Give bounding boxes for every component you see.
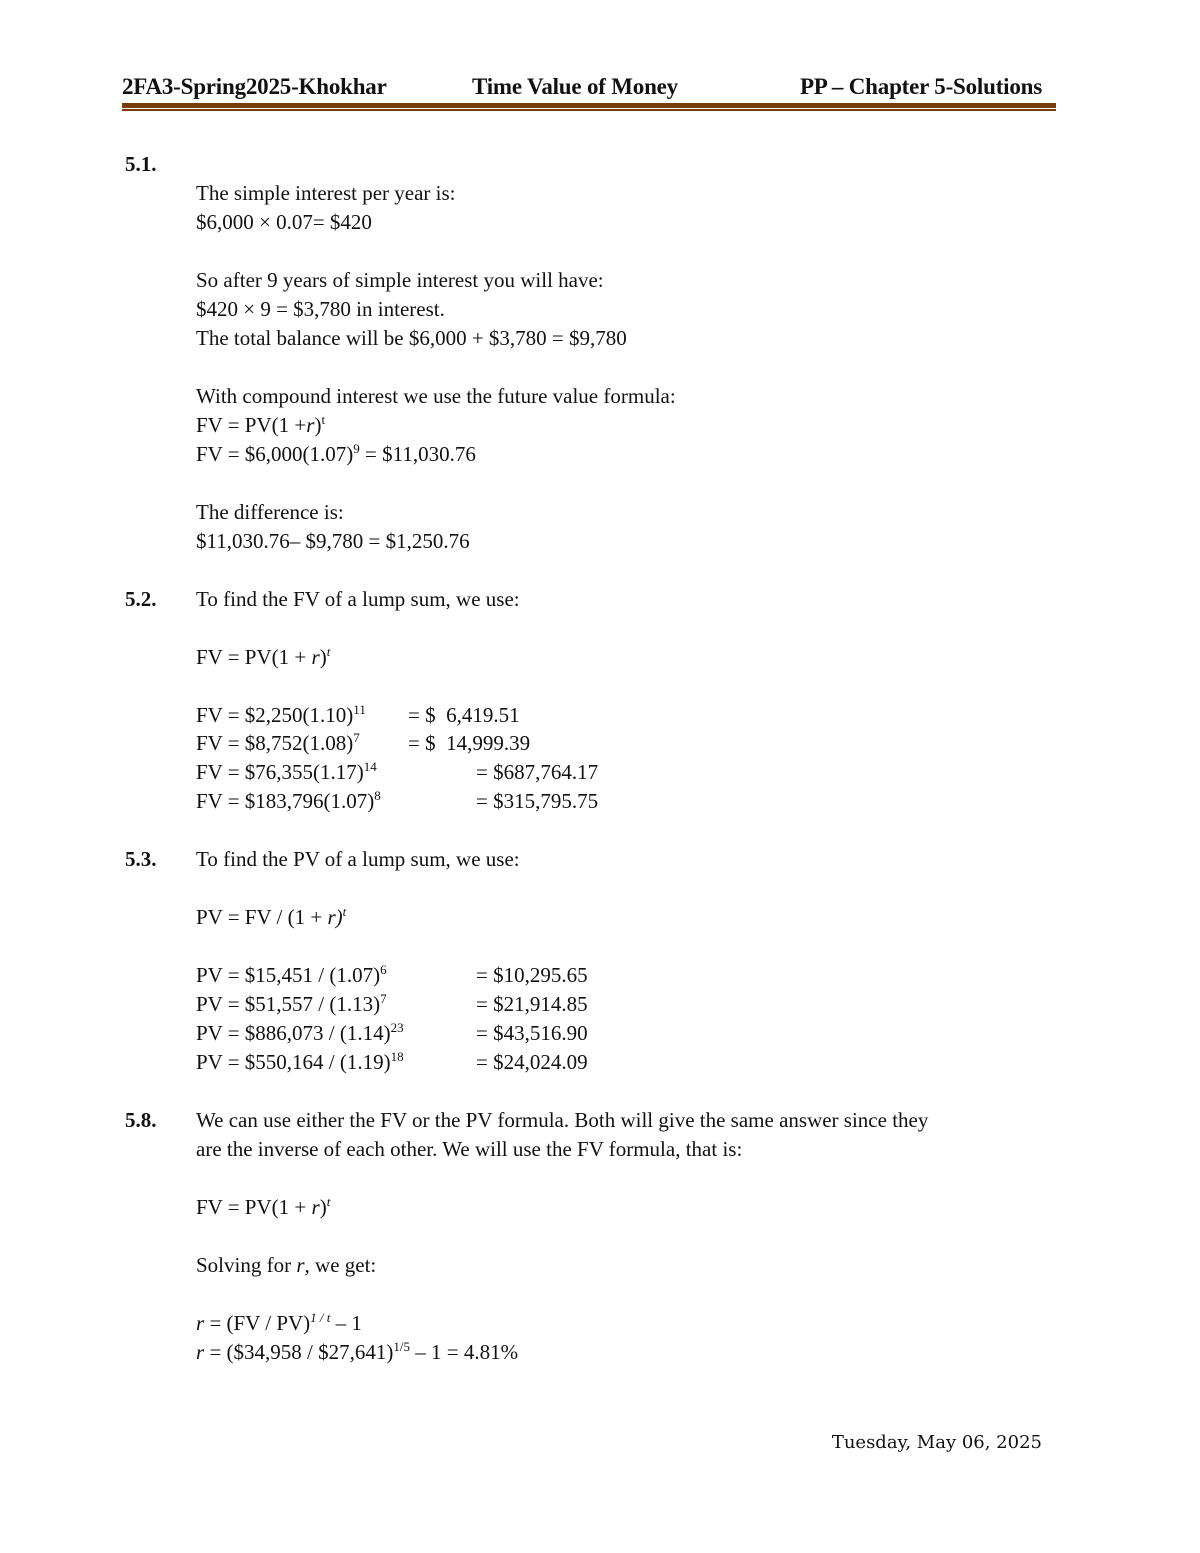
page-header — [122, 68, 1056, 104]
formula-part: FV = PV(1 + — [196, 1195, 312, 1219]
course-code: 2FA3-Spring2025-Khokhar — [122, 74, 387, 99]
variable-r: r — [196, 1340, 205, 1364]
formula-part: – 1 = 4.81% — [409, 1340, 519, 1364]
text-line — [196, 1253, 376, 1277]
formula-part: FV = PV(1 + — [196, 413, 307, 437]
result-value: = $ 6,419.51 — [408, 703, 520, 727]
text-line: $6,000 × 0.07= $420 — [196, 210, 372, 234]
formula-part: Solving for — [196, 1253, 297, 1277]
exponent: 1 / t — [310, 1310, 331, 1325]
text-line: To find the FV of a lump sum, we use: — [196, 587, 520, 611]
formula-part: FV = $183,796(1.07) — [196, 789, 375, 813]
pv-row — [196, 962, 588, 987]
footer-date: Tuesday, May 06, 2025 — [831, 1432, 1042, 1453]
problem-number-5-1: 5.1. — [125, 152, 157, 176]
problem-number-5-3: 5.3. — [125, 847, 157, 871]
rate-calculation — [196, 1340, 518, 1364]
formula-part: ) — [319, 1195, 327, 1219]
text-line: The simple interest per year is: — [196, 181, 456, 205]
text-line: $420 × 9 = $3,780 in interest. — [196, 297, 445, 321]
fv-row — [196, 788, 599, 813]
problem-number-5-2: 5.2. — [125, 587, 157, 611]
exponent: 11 — [353, 702, 366, 717]
text-line: We can use either the FV or the PV formula. Both will give the same answer since they — [196, 1108, 929, 1132]
text-line: The total balance will be $6,000 + $3,780 = $9,780 — [196, 326, 627, 350]
document-topic: Time Value of Money — [472, 74, 678, 99]
variable-r: r — [311, 1195, 320, 1219]
formula-part: ) — [314, 413, 322, 437]
formula-part: PV = $886,073 / (1.14) — [196, 1021, 391, 1045]
text-line: So after 9 years of simple interest you will have: — [196, 268, 604, 292]
document-chapter: PP – Chapter 5-Solutions — [799, 74, 1042, 99]
formula-part: = ($34,958 / $27,641) — [204, 1340, 394, 1364]
exponent: 7 — [353, 730, 360, 745]
exponent: 18 — [390, 1049, 404, 1064]
formula-part: = $11,030.76 — [359, 442, 476, 466]
result-value: = $43,516.90 — [476, 1021, 588, 1045]
exponent: 1/5 — [393, 1339, 410, 1354]
result-value: = $24,024.09 — [476, 1050, 588, 1074]
result-value: = $21,914.85 — [476, 992, 588, 1016]
exponent: t — [326, 644, 331, 659]
exponent: t — [342, 904, 347, 919]
text-line: are the inverse of each other. We will use the FV formula, that is: — [196, 1137, 743, 1161]
variable-r: r — [311, 645, 320, 669]
result-value: = $ 14,999.39 — [408, 731, 531, 755]
pv-row — [196, 1049, 588, 1074]
result-value: = $10,295.65 — [476, 963, 588, 987]
text-line: The difference is: — [196, 500, 344, 524]
exponent: 6 — [380, 962, 387, 977]
exponent: 9 — [353, 441, 360, 456]
exponent: t — [321, 412, 326, 427]
fv-formula — [196, 1195, 330, 1219]
formula-part: PV = FV / (1 + — [196, 905, 328, 929]
formula-part: FV = $76,355(1.17) — [196, 760, 364, 784]
formula-part: PV = $51,557 / (1.13) — [196, 992, 381, 1016]
variable-r: r) — [327, 905, 343, 929]
problem-number-5-8: 5.8. — [125, 1108, 157, 1132]
pv-row — [196, 991, 588, 1016]
formula-part: PV = $550,164 / (1.19) — [196, 1050, 391, 1074]
formula-part: FV = $6,000(1.07) — [196, 442, 354, 466]
formula-part: PV = $15,451 / (1.07) — [196, 963, 381, 987]
pv-formula — [196, 905, 346, 929]
exponent: 14 — [363, 759, 377, 774]
fv-formula — [196, 413, 325, 437]
fv-row — [196, 759, 599, 784]
result-value: = $315,795.75 — [476, 789, 599, 813]
exponent: 7 — [380, 991, 387, 1006]
text-line: $11,030.76– $9,780 = $1,250.76 — [196, 529, 470, 553]
header-rule-thick — [122, 103, 1056, 108]
variable-r: r — [196, 1311, 205, 1335]
variable-r: r — [306, 413, 315, 437]
result-value: = $687,764.17 — [476, 760, 599, 784]
formula-part: , we get: — [304, 1253, 377, 1277]
formula-part: – 1 — [330, 1311, 362, 1335]
header-rule-thin — [122, 109, 1056, 111]
fv-row — [196, 730, 531, 755]
text-line: To find the PV of a lump sum, we use: — [196, 847, 520, 871]
formula-part: = (FV / PV) — [204, 1311, 311, 1335]
fv-row — [196, 702, 520, 727]
formula-part: FV = $8,752(1.08) — [196, 731, 354, 755]
variable-r: r — [296, 1253, 305, 1277]
exponent: 8 — [374, 788, 381, 803]
fv-formula — [196, 645, 330, 669]
fv-calculation — [196, 442, 476, 466]
text-line: With compound interest we use the future value formula: — [196, 384, 676, 408]
formula-part: ) — [319, 645, 327, 669]
rate-formula — [196, 1311, 362, 1335]
formula-part: FV = $2,250(1.10) — [196, 703, 354, 727]
exponent: t — [326, 1194, 331, 1209]
exponent: 23 — [390, 1020, 404, 1035]
pv-row — [196, 1020, 588, 1045]
formula-part: FV = PV(1 + — [196, 645, 312, 669]
